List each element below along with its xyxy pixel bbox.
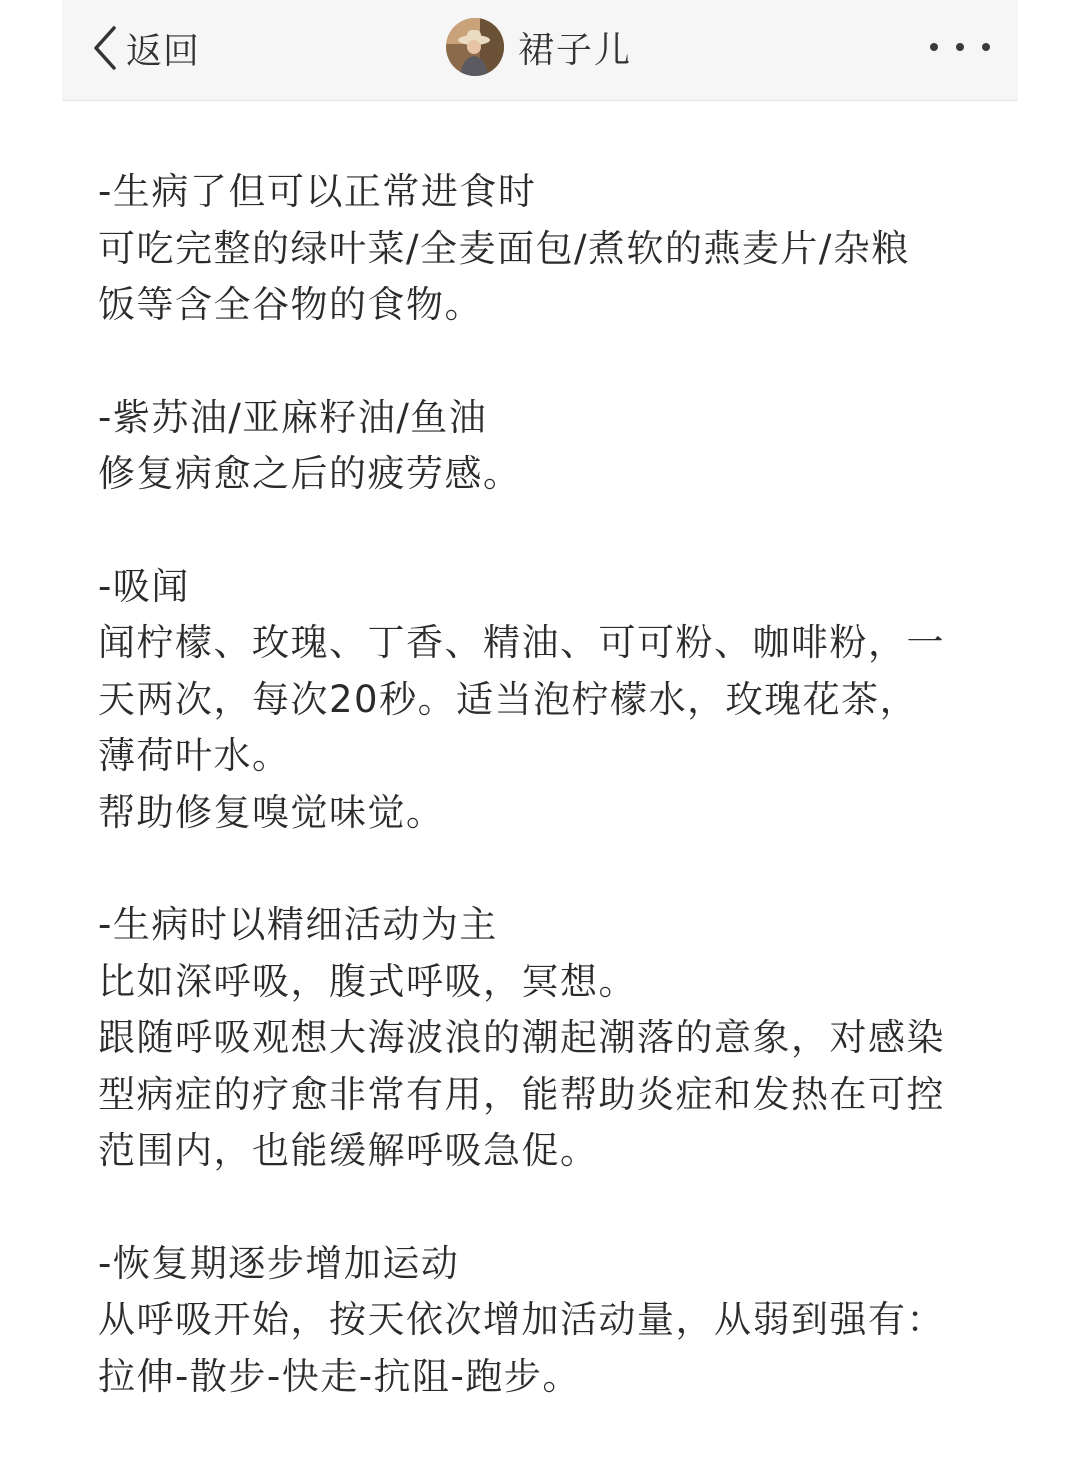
avatar[interactable] [446,18,504,76]
section-recovery-exercise [98,1236,998,1406]
author-profile[interactable] [446,16,632,78]
back-label: 返回 [126,30,201,72]
paragraph-line: 天两次，每次20秒。适当泡柠檬水，玫瑰花茶， [98,677,919,721]
back-button[interactable] [90,24,200,72]
chevron-left-icon [90,25,120,71]
more-dot [930,43,938,51]
paragraph-line: 薄荷叶水。 [98,734,291,777]
section-gentle-activity [98,897,998,1180]
paragraph-line: 范围内，也能缓解呼吸急促。 [98,1129,599,1172]
paragraph-line: 型病症的疗愈非常有用，能帮助炎症和发热在可控 [98,1072,945,1116]
paragraph-line: 跟随呼吸观想大海波浪的潮起潮落的意象，对感染 [98,1016,945,1059]
paragraph-line: 饭等含全谷物的食物。 [98,283,483,326]
paragraph-line: 帮助修复嗅觉味觉。 [98,790,445,834]
section-heading: -紫苏油/亚麻籽油/鱼油 [98,395,488,439]
more-dot [956,43,964,51]
section-smelling [98,559,998,842]
section-heading: -生病了但可以正常进食时 [98,170,537,213]
section-heading: -吸闻 [98,564,190,608]
post-content [98,164,998,1461]
more-dot [982,43,990,51]
section-heading: -生病时以精细活动为主 [98,903,498,946]
section-heading: -恢复期逐步增加运动 [98,1241,460,1285]
paragraph-line: 闻柠檬、玫瑰、丁香、精油、可可粉、咖啡粉，一 [98,621,945,664]
username: 裙子儿 [518,29,633,71]
top-navigation-bar [62,0,1018,101]
more-options-button[interactable] [930,30,990,64]
section-oils [98,390,998,503]
paragraph-line: 修复病愈之后的疲劳感。 [98,452,522,495]
section-eating [98,164,998,334]
paragraph-line: 比如深呼吸，腹式呼吸，冥想。 [98,959,637,1003]
paragraph-line: 从呼吸开始，按天依次增加活动量，从弱到强有： [98,1298,945,1341]
paragraph-line: 拉伸-散步-快走-抗阻-跑步。 [98,1354,581,1398]
paragraph-line: 可吃完整的绿叶菜/全麦面包/煮软的燕麦片/杂粮 [98,226,910,270]
